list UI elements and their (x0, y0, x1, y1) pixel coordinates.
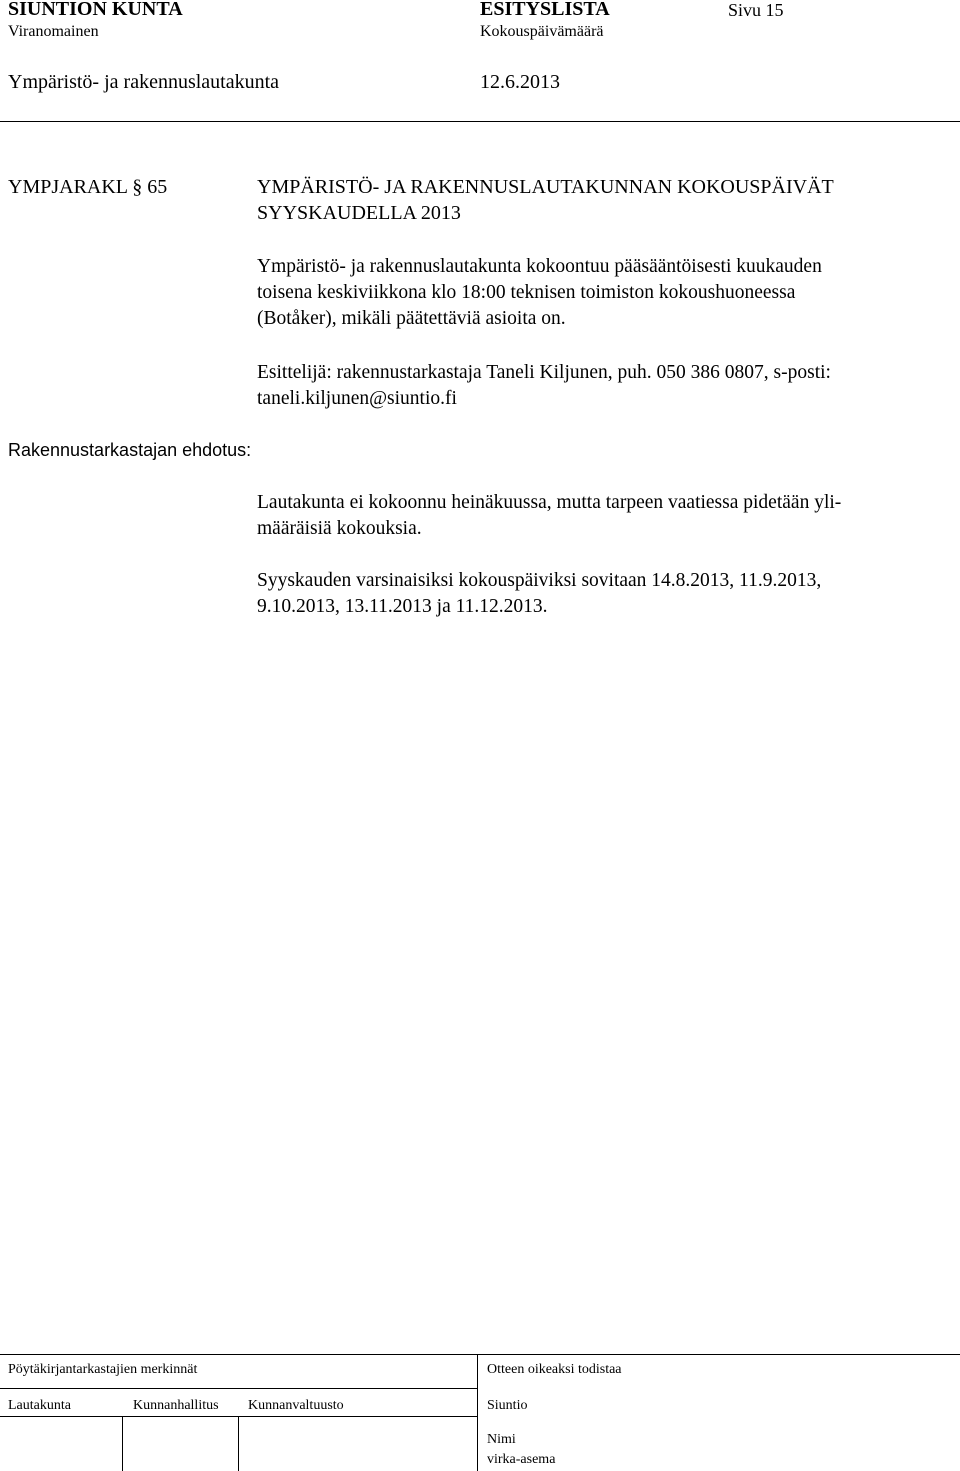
footer-divider (477, 1354, 478, 1471)
footer-name-label: Nimi (487, 1432, 516, 1447)
paragraph-2-line2: määräisiä kokouksia. (257, 518, 422, 539)
footer-siuntio: Siuntio (487, 1398, 528, 1413)
organization-name: SIUNTION KUNTA (8, 0, 183, 20)
item-title-line1: YMPÄRISTÖ- JA RAKENNUSLAUTAKUNNAN KOKOUSPÄIVÄT (257, 176, 834, 198)
item-title-line2: SYYSKAUDELLA 2013 (257, 202, 461, 224)
presenter-line2: taneli.kiljunen@siuntio.fi (257, 388, 457, 409)
authority-label: Viranomainen (8, 23, 99, 40)
certify-label: Otteen oikeaksi todistaa (487, 1362, 622, 1377)
paragraph-3-line1: Syyskauden varsinaisiksi kokouspäiviksi sovitaan 14.8.2013, 11.9.2013, (257, 570, 822, 591)
proposal-label: Rakennustarkastajan ehdotus: (8, 440, 252, 460)
footer-col-divider-2 (238, 1416, 239, 1471)
meeting-date: 12.6.2013 (480, 71, 560, 93)
date-label: Kokouspäivämäärä (480, 23, 604, 40)
paragraph-1-line2: toisena keskiviikkona klo 18:00 teknisen toimiston kokoushuoneessa (257, 282, 796, 303)
authority-name: Ympäristö- ja rakennuslautakunta (8, 71, 280, 93)
paragraph-1-line3: (Botåker), mikäli päätettäviä asioita on. (257, 308, 566, 329)
footer-col-kunnanhallitus: Kunnanhallitus (133, 1398, 219, 1413)
header-rule (0, 121, 960, 122)
footer-col-divider-1 (122, 1416, 123, 1471)
paragraph-1-line1: Ympäristö- ja rakennuslautakunta kokoontuu pääsääntöisesti kuukauden (257, 256, 822, 277)
paragraph-3-line2: 9.10.2013, 13.11.2013 ja 11.12.2013. (257, 596, 548, 617)
footer-position-label: virka-asema (487, 1452, 556, 1467)
document-type: ESITYSLISTA (480, 0, 610, 20)
presenter-line1: Esittelijä: rakennustarkastaja Taneli Kiljunen, puh. 050 386 0807, s-posti: (257, 362, 831, 383)
paragraph-2-line1: Lautakunta ei kokoonnu heinäkuussa, mutta tarpeen vaatiessa pidetään yli- (257, 492, 842, 513)
marks-label: Pöytäkirjantarkastajien merkinnät (8, 1362, 198, 1377)
footer-col-kunnanvaltuusto: Kunnanvaltuusto (248, 1398, 344, 1413)
footer-top-rule (0, 1354, 960, 1355)
page-number: Sivu 15 (728, 0, 784, 20)
item-code: YMPJARAKL § 65 (8, 176, 168, 198)
footer-col-lautakunta: Lautakunta (8, 1398, 71, 1413)
footer-mid-rule (0, 1388, 477, 1389)
